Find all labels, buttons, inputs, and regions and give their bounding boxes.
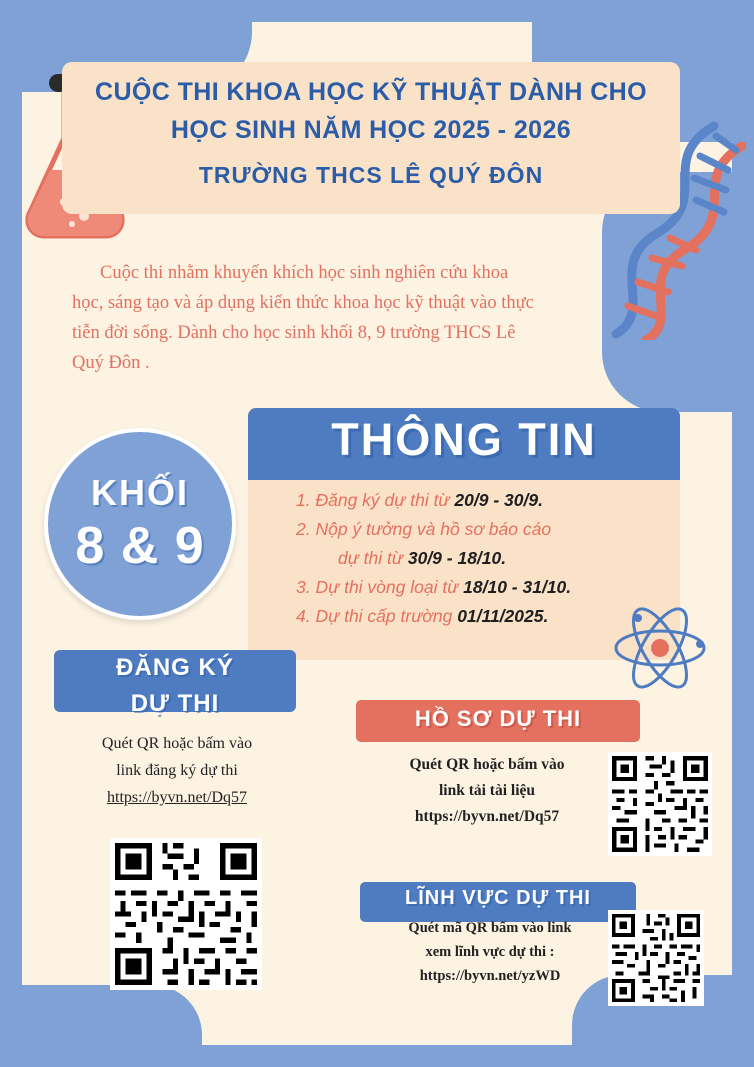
info-item-highlight: 18/10 - 31/10. <box>463 577 572 597</box>
info-item-text: Nộp ý tưởng và hồ sơ báo cáo <box>315 519 552 539</box>
fields-text-line2: xem lĩnh vực dự thi : <box>425 944 555 960</box>
header-line-1: CUỘC THI KHOA HỌC KỸ THUẬT DÀNH CHO <box>95 78 647 106</box>
info-item-number: 3. <box>296 577 311 597</box>
documents-text <box>372 752 602 830</box>
info-item-subline <box>338 544 676 573</box>
grade-badge-label: KHỐI <box>91 472 189 513</box>
info-item-highlight: 01/11/2025. <box>457 606 549 626</box>
info-item-number: 1. <box>296 490 311 510</box>
intro-text: Cuộc thi nhằm khuyến khích học sinh nghiên cứu khoa học, sáng tạo và áp dụng kiến thức khoa học kỹ thuật vào thực tiễn đời sống. Dành cho học sinh khối 8, 9 trường THCS Lê Quý Đôn . <box>72 263 534 373</box>
registration-link[interactable]: https://byvn.net/Dq57 <box>107 789 247 806</box>
info-item-text: Dự thi vòng loại từ <box>315 577 464 597</box>
fields-text-line1: Quét mã QR bấm vào link <box>408 920 572 936</box>
qr-code-icon[interactable] <box>608 752 712 856</box>
header-banner <box>62 62 680 214</box>
info-item-highlight: 30/9 - 18/10. <box>407 548 507 568</box>
info-item-text: Dự thi cấp trường <box>315 606 458 626</box>
qr-code-icon[interactable] <box>608 910 704 1006</box>
info-title: THÔNG TIN <box>331 414 597 465</box>
registration-text-line2: link đăng ký dự thi <box>116 762 238 779</box>
list-item <box>296 486 676 515</box>
qr-code-icon[interactable] <box>110 838 262 990</box>
info-item-subtext: dự thi từ <box>338 548 408 568</box>
documents-text-line2: link tải tài liệu <box>438 782 536 799</box>
header-line-3: TRƯỜNG THCS LÊ QUÝ ĐÔN <box>198 162 544 188</box>
header-line-2: HỌC SINH NĂM HỌC 2025 - 2026 <box>170 116 572 144</box>
documents-title: HỒ SƠ DỰ THI <box>414 706 582 731</box>
grade-badge <box>44 428 236 620</box>
info-item-number: 4. <box>296 606 311 626</box>
grade-badge-value: 8 & 9 <box>75 517 205 575</box>
fields-text <box>374 916 606 988</box>
info-item-number: 2. <box>296 519 311 539</box>
list-item <box>296 515 676 573</box>
fields-title: LĨNH VỰC DỰ THI <box>405 887 591 909</box>
registration-title-line1: ĐĂNG KÝ <box>116 654 234 681</box>
registration-title-line2: DỰ THI <box>130 690 220 717</box>
atom-icon <box>612 600 708 696</box>
registration-text-line1: Quét QR hoặc bấm vào <box>101 735 253 752</box>
registration-text <box>70 730 284 811</box>
documents-link[interactable]: https://byvn.net/Dq57 <box>414 808 560 825</box>
info-item-text: Đăng ký dự thi từ <box>315 490 455 510</box>
intro-paragraph <box>72 258 542 378</box>
info-item-highlight: 20/9 - 30/9. <box>454 490 543 510</box>
list-item <box>296 573 676 602</box>
fields-link[interactable]: https://byvn.net/yzWD <box>419 968 561 984</box>
panel-cutout <box>22 985 202 1045</box>
documents-text-line1: Quét QR hoặc bấm vào <box>409 756 565 773</box>
